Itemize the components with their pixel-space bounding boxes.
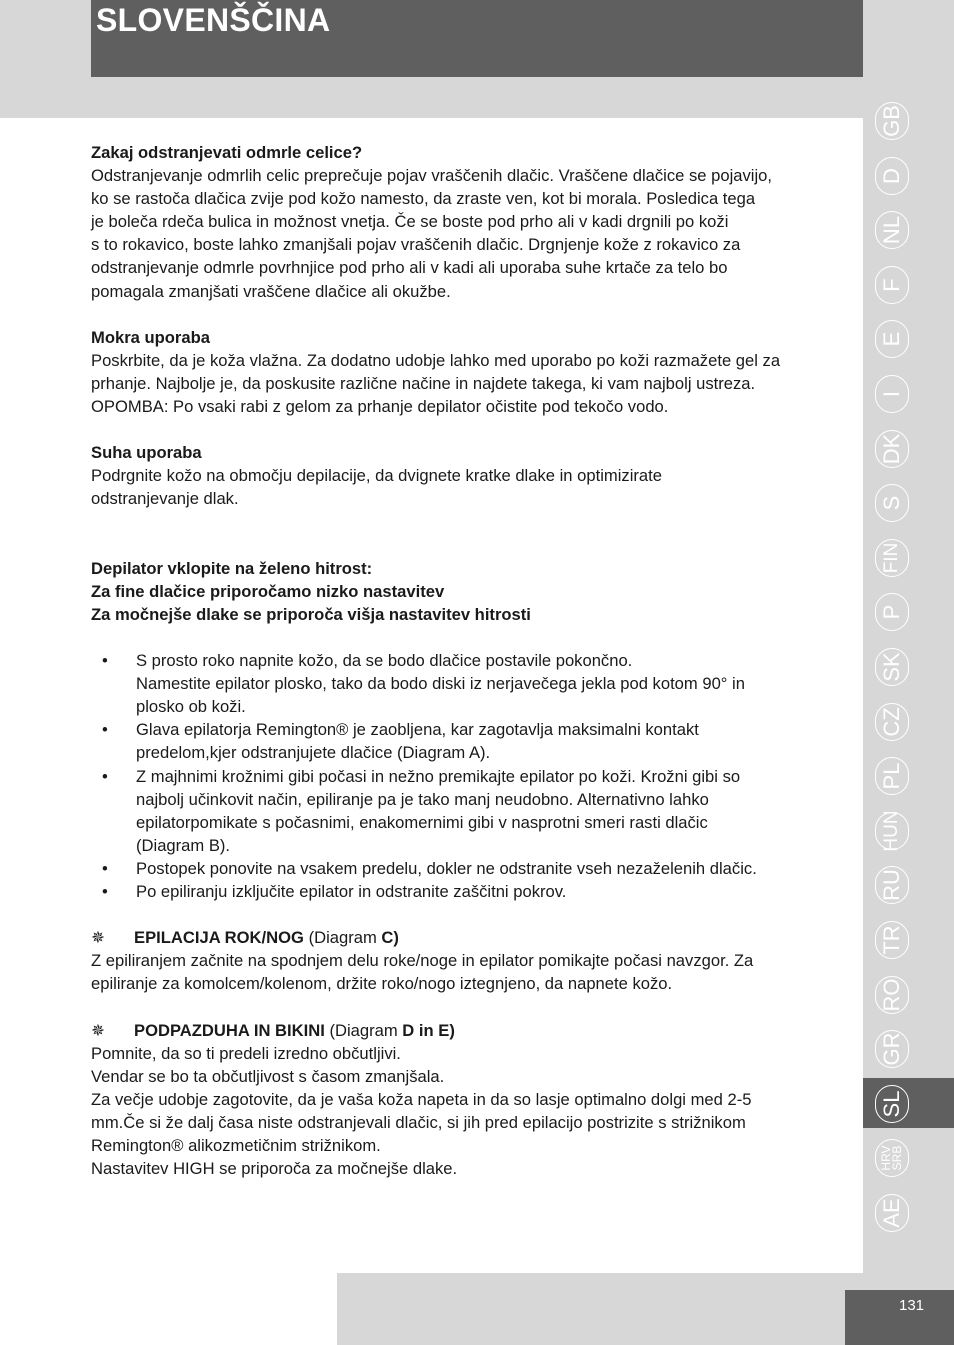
paragraph-line: je boleča rdeča bulica in možnost vnetja. Če se boste pod prho ali v kadi drgnili po koži bbox=[91, 212, 729, 232]
title-bar bbox=[91, 0, 863, 77]
tab-hrv-srb[interactable] bbox=[863, 1132, 954, 1184]
tab-gb[interactable] bbox=[863, 95, 954, 147]
tab-dk[interactable] bbox=[863, 423, 954, 475]
list-item bbox=[91, 649, 861, 718]
tab-label: D bbox=[879, 167, 904, 184]
bullet-icon: • bbox=[102, 882, 108, 901]
tab-i[interactable] bbox=[863, 368, 954, 420]
paragraph-line: odstranjevanje dlak. bbox=[91, 489, 239, 509]
tab-ro[interactable] bbox=[863, 969, 954, 1021]
speed-line: Depilator vklopite na želeno hitrost: bbox=[91, 558, 373, 578]
paragraph-line: OPOMBA: Po vsaki rabi z gelom za prhanje depilator očistite pod tekočo vodo. bbox=[91, 397, 669, 417]
list-item-line: Namestite epilator plosko, tako da bodo diski iz nerjavečega jekla pod kotom 90° in bbox=[136, 674, 745, 694]
list-item-line: predelom,kjer odstranjujete dlačice (Diagram A). bbox=[136, 743, 491, 763]
heading-paren: ( bbox=[303, 928, 315, 948]
page-number: 131 bbox=[899, 1297, 925, 1314]
bullet-icon: • bbox=[102, 858, 108, 878]
list-item bbox=[91, 880, 861, 903]
paragraph-line: Z epiliranjem začnite na spodnjem delu roke/noge in epilator pomikajte počasi navzgor. Za bbox=[91, 951, 754, 971]
footer-left bbox=[0, 1273, 337, 1345]
bullet-icon: • bbox=[102, 766, 108, 786]
tab-label: RU bbox=[879, 869, 904, 902]
heading-normal: Diagram bbox=[334, 1020, 403, 1040]
tab-label: DK bbox=[879, 433, 904, 464]
tab-s[interactable] bbox=[863, 477, 954, 529]
tab-d[interactable] bbox=[863, 150, 954, 202]
paragraph-line: Poskrbite, da je koža vlažna. Za dodatno udobje lahko med uporabo po koži razmažete gel za bbox=[91, 350, 781, 370]
section-heading: Suha uporaba bbox=[91, 443, 202, 463]
tab-ae[interactable] bbox=[863, 1187, 954, 1239]
list-item bbox=[91, 718, 861, 764]
list-item-line: Postopek ponovite na vsakem predelu, dokler ne odstranite vseh nezaželenih dlačic. bbox=[136, 858, 757, 878]
paragraph-line: ko se rastoča dlačica zvije pod kožo namesto, da zraste ven, kot bi morala. Posledica tega bbox=[91, 189, 756, 209]
tab-p[interactable] bbox=[863, 586, 954, 638]
list-item-line: Po epiliranju izključite epilator in odstranite zaščitni pokrov. bbox=[136, 882, 567, 901]
tab-label: RO bbox=[879, 978, 904, 1012]
speed-line: Za močnejše dlake se priporoča višja nastavitev hitrosti bbox=[91, 604, 531, 624]
star-icon: ✵ bbox=[91, 928, 105, 948]
underarm-heading bbox=[91, 1019, 861, 1042]
tab-label: HRV SRB bbox=[879, 1145, 904, 1171]
tab-label: P bbox=[879, 605, 904, 620]
page-number-box bbox=[845, 1290, 954, 1345]
list-item bbox=[91, 765, 861, 857]
tab-sk[interactable] bbox=[863, 641, 954, 693]
page-title: SLOVENŠČINA bbox=[96, 2, 331, 38]
paragraph-line: Za večje udobje zagotovite, da je vaša koža napeta in da so lasje optimalno dolgi med 2-5 bbox=[91, 1089, 752, 1109]
tab-label: FIN bbox=[881, 542, 902, 574]
list-item-line: Z majhnimi krožnimi gibi počasi in nežno premikajte epilator po koži. Krožni gibi so bbox=[136, 766, 741, 786]
arm-leg-heading bbox=[91, 926, 861, 949]
heading-paren: ( bbox=[324, 1020, 335, 1040]
tab-sl[interactable] bbox=[863, 1078, 954, 1128]
tab-label: GR bbox=[879, 1032, 904, 1066]
list-item bbox=[91, 857, 861, 880]
list-item-line: Glava epilatorja Remington® je zaobljena, kar zagotavlja maksimalni kontakt bbox=[136, 720, 699, 740]
tab-label: S bbox=[879, 495, 904, 511]
tab-label: CZ bbox=[879, 706, 904, 737]
tab-hun[interactable] bbox=[863, 805, 954, 857]
tab-fin[interactable] bbox=[863, 532, 954, 584]
tab-label: E bbox=[879, 332, 904, 347]
tab-gr[interactable] bbox=[863, 1023, 954, 1075]
paragraph-line: mm.Če si že dalj časa niste odstranjevali dlačic, si jih pred epilacijo postrizite s strižnikom bbox=[91, 1112, 746, 1132]
bullet-list bbox=[91, 649, 861, 903]
tab-label: I bbox=[879, 390, 904, 398]
heading-bold: PODPAZDUHA IN BIKINI bbox=[134, 1020, 325, 1040]
paragraph-line: odstranjevanje odmrle povrhnjice pod prho ali v kadi ali uporaba suhe krtače za telo bo bbox=[91, 258, 728, 278]
tab-label: SK bbox=[879, 652, 904, 682]
tab-label: SL bbox=[879, 1090, 904, 1118]
list-item-line: (Diagram B). bbox=[136, 835, 231, 855]
bullet-icon: • bbox=[102, 720, 108, 740]
paragraph-line: Pomnite, da so ti predeli izredno občutljivi. bbox=[91, 1043, 401, 1063]
tab-label: TR bbox=[879, 925, 904, 955]
tab-label: AE bbox=[879, 1198, 904, 1228]
paragraph-line: epiliranje za komolcem/kolenom, držite roko/nogo iztegnjeno, da napnete kožo. bbox=[91, 974, 673, 994]
list-item-line: plosko ob koži. bbox=[136, 697, 246, 717]
tab-nl[interactable] bbox=[863, 204, 954, 256]
paragraph-line: s to rokavico, boste lahko zmanjšali pojav vraščenih dlačic. Drgnjenje kože z rokavico za bbox=[91, 235, 741, 255]
tab-e[interactable] bbox=[863, 313, 954, 365]
paragraph-line: Remington® alikozmetičnim strižnikom. bbox=[91, 1136, 381, 1156]
tab-pl[interactable] bbox=[863, 750, 954, 802]
heading-normal: Diagram bbox=[314, 928, 382, 948]
tab-ru[interactable] bbox=[863, 859, 954, 911]
speed-line: Za fine dlačice priporočamo nizko nastavitev bbox=[91, 581, 445, 601]
list-item-line: epilatorpomikate s počasnimi, enakomernimi gibi v nasprotni smeri rasti dlačic bbox=[136, 812, 708, 832]
paragraph-line: Podrgnite kožo na območju depilacije, da dvignete kratke dlake in optimizirate bbox=[91, 466, 662, 486]
heading-bold: EPILACIJA ROK/NOG bbox=[134, 928, 304, 948]
paragraph-line: Vendar se bo ta občutljivost s časom zmanjšala. bbox=[91, 1066, 445, 1086]
language-tabs bbox=[863, 95, 954, 1245]
section-heading: Mokra uporaba bbox=[91, 327, 210, 347]
tab-f[interactable] bbox=[863, 259, 954, 311]
tab-label: NL bbox=[879, 216, 904, 245]
paragraph-line: prhanje. Najbolje je, da poskusite različne načine in najdete takega, ki vam najbolj ustreza. bbox=[91, 373, 756, 393]
tab-cz[interactable] bbox=[863, 696, 954, 748]
tab-label: PL bbox=[879, 762, 904, 790]
content bbox=[91, 141, 861, 1180]
list-item-line: S prosto roko napnite kožo, da se bodo dlačice postavile pokončno. bbox=[136, 651, 633, 671]
paragraph-line: Odstranjevanje odmrlih celic preprečuje pojav vraščenih dlačic. Vraščene dlačice se pojavijo, bbox=[91, 166, 772, 186]
tab-label: GB bbox=[879, 105, 904, 137]
paragraph-line: Nastavitev HIGH se priporoča za močnejše dlake. bbox=[91, 1159, 458, 1179]
tab-tr[interactable] bbox=[863, 914, 954, 966]
star-icon: ✵ bbox=[91, 1020, 105, 1040]
heading-bold-ref: D in E) bbox=[402, 1020, 455, 1040]
section-heading: Zakaj odstranjevati odmrle celice? bbox=[91, 143, 363, 162]
tab-label: HUN bbox=[881, 810, 902, 852]
bullet-icon: • bbox=[102, 651, 108, 671]
tab-label: F bbox=[879, 278, 904, 292]
paragraph-line: pomagala zmanjšati vraščene dlačice ali okužbe. bbox=[91, 281, 451, 301]
list-item-line: najbolj učinkovit način, epiliranje pa je tako manj neudobno. Alternativno lahko bbox=[136, 789, 709, 809]
heading-bold-ref: C) bbox=[381, 928, 399, 948]
